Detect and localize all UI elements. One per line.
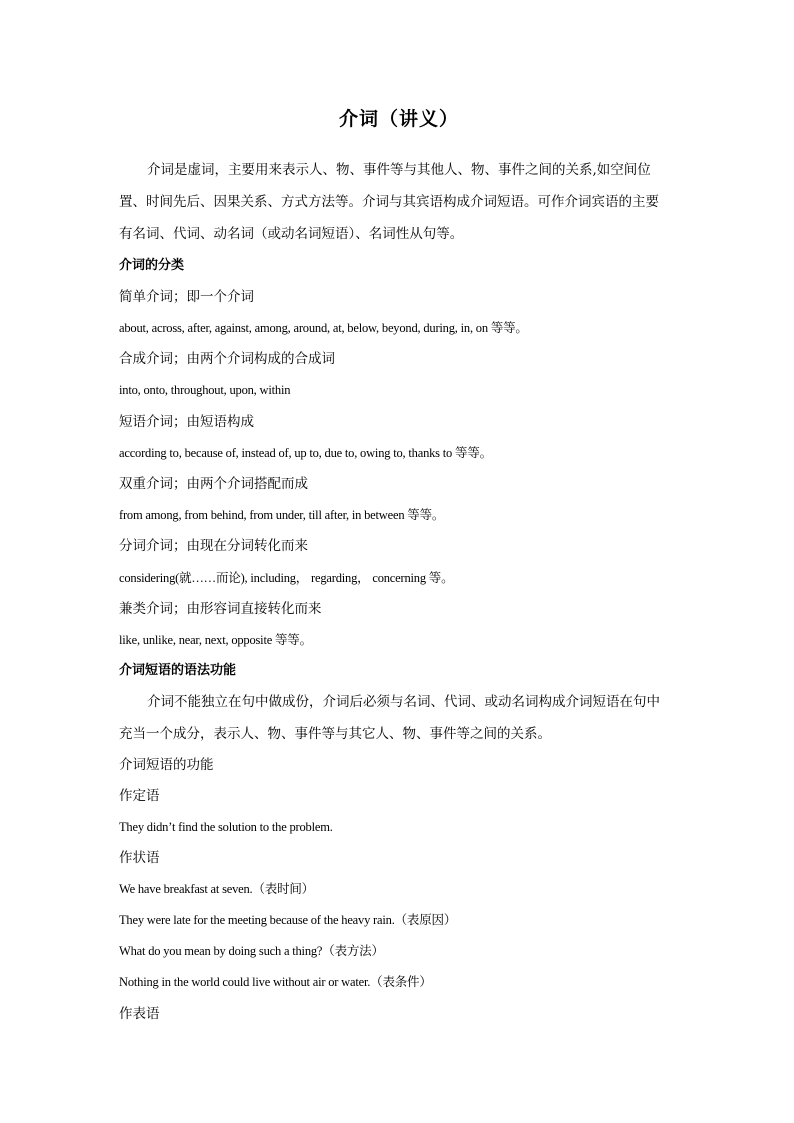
category-examples-phrasal: according to, because of, instead of, up to, due to, owing to, thanks to 等等。	[119, 446, 492, 460]
adverbial-example-time: We have breakfast at seven.（表时间）	[119, 882, 314, 896]
category-label-dual-class: 兼类介词；由形容词直接转化而来	[119, 601, 322, 617]
intro-line-2: 置、时间先后、因果关系、方式方法等。介词与其宾语构成介词短语。可作介词宾语的主要	[119, 194, 659, 210]
adverbial-label: 作状语	[119, 850, 160, 866]
predicative-label: 作表语	[119, 1006, 160, 1022]
adverbial-example-condition: Nothing in the world could live without air or water.（表条件）	[119, 975, 432, 989]
category-label-double: 双重介词；由两个介词搭配而成	[119, 476, 308, 492]
attributive-label: 作定语	[119, 788, 160, 804]
section-heading-function: 介词短语的语法功能	[119, 663, 237, 678]
category-label-simple: 简单介词；即一个介词	[119, 289, 254, 305]
category-label-compound: 合成介词；由两个介词构成的合成词	[119, 351, 335, 367]
category-examples-double: from among, from behind, from under, till after, in between 等等。	[119, 508, 445, 522]
intro-line-3: 有名词、代词、动名词（或动名词短语）、名词性从句等。	[119, 226, 464, 242]
attributive-example: They didn’t find the solution to the problem.	[119, 820, 333, 834]
adverbial-example-reason: They were late for the meeting because of the heavy rain.（表原因）	[119, 913, 457, 927]
function-paragraph-line-1: 介词不能独立在句中做成份，介词后必须与名词、代词、或动名词构成介词短语在句中	[147, 694, 660, 710]
category-label-phrasal: 短语介词；由短语构成	[119, 414, 254, 430]
category-examples-compound: into, onto, throughout, upon, within	[119, 383, 291, 397]
page-title: 介词（讲义）	[338, 108, 459, 130]
category-examples-participle: considering(就……而论), including， regarding， concerning 等。	[119, 571, 454, 585]
category-examples-dual-class: like, unlike, near, next, opposite 等等。	[119, 633, 312, 647]
function-paragraph-line-2: 充当一个成分，表示人、物、事件等与其它人、物、事件等之间的关系。	[119, 726, 551, 742]
category-label-participle: 分词介词；由现在分词转化而来	[119, 538, 308, 554]
section-heading-classification: 介词的分类	[119, 258, 185, 273]
adverbial-example-method: What do you mean by doing such a thing?（表方法）	[119, 944, 384, 958]
function-subheading: 介词短语的功能	[119, 757, 214, 773]
intro-line-1: 介词是虚词，主要用来表示人、物、事件等与其他人、物、事件之间的关系,如空间位	[147, 162, 651, 178]
category-examples-simple: about, across, after, against, among, around, at, below, beyond, during, in, on 等等。	[119, 321, 528, 335]
